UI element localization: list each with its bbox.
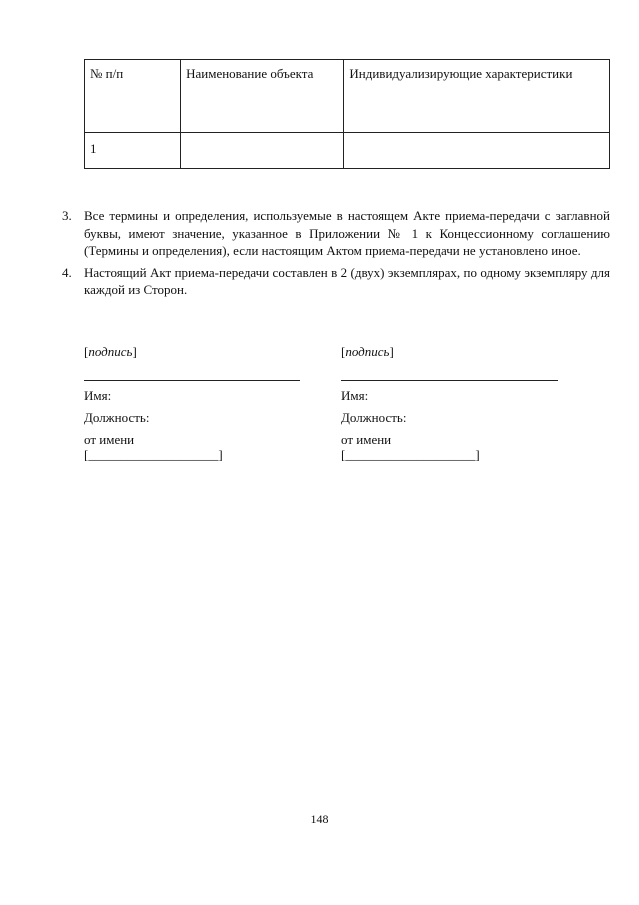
list-item	[62, 264, 610, 299]
signature-block-right	[341, 344, 558, 462]
clause-text: Все термины и определения, используемые в настоящем Акте приема-передачи с заглавной буквы, имеют значение, указанное в Приложении № 1 к Концессионному соглашению (Термины и определения), если настоящим Актом приема-передачи не установлено иное.	[84, 208, 610, 258]
table-row	[85, 133, 610, 169]
signature-line	[84, 379, 300, 381]
behalf-label: от имени	[341, 432, 392, 447]
objects-table	[84, 59, 610, 169]
signature-caption: [подпись]	[341, 344, 394, 359]
table-header-row	[85, 60, 610, 133]
header-object-name: Наименование объекта	[181, 60, 344, 133]
clause-number: 3.	[62, 208, 72, 223]
header-number: № п/п	[85, 60, 181, 133]
signature-line	[341, 379, 558, 381]
signature-caption: [подпись]	[84, 344, 137, 359]
table-cell: 1	[85, 133, 181, 169]
signature-block-left	[84, 344, 300, 462]
clause-number: 4.	[62, 264, 72, 280]
position-label: Должность:	[341, 410, 407, 425]
header-characteristics: Индивидуализирующие характеристики	[344, 60, 610, 133]
behalf-blank: [____________________]	[84, 447, 223, 462]
behalf-label: от имени	[84, 432, 135, 447]
table-cell	[181, 133, 344, 169]
name-label: Имя:	[84, 388, 112, 403]
position-label: Должность:	[84, 410, 150, 425]
clause-text: Настоящий Акт приема-передачи составлен в 2 (двух) экземплярах, по одному экземпляру для каждой из Сторон.	[84, 264, 610, 297]
page-number: 148	[310, 812, 329, 826]
behalf-blank: [____________________]	[341, 447, 480, 462]
clauses-list	[62, 207, 610, 303]
table-cell	[344, 133, 610, 169]
list-item	[62, 207, 610, 260]
name-label: Имя:	[341, 388, 369, 403]
